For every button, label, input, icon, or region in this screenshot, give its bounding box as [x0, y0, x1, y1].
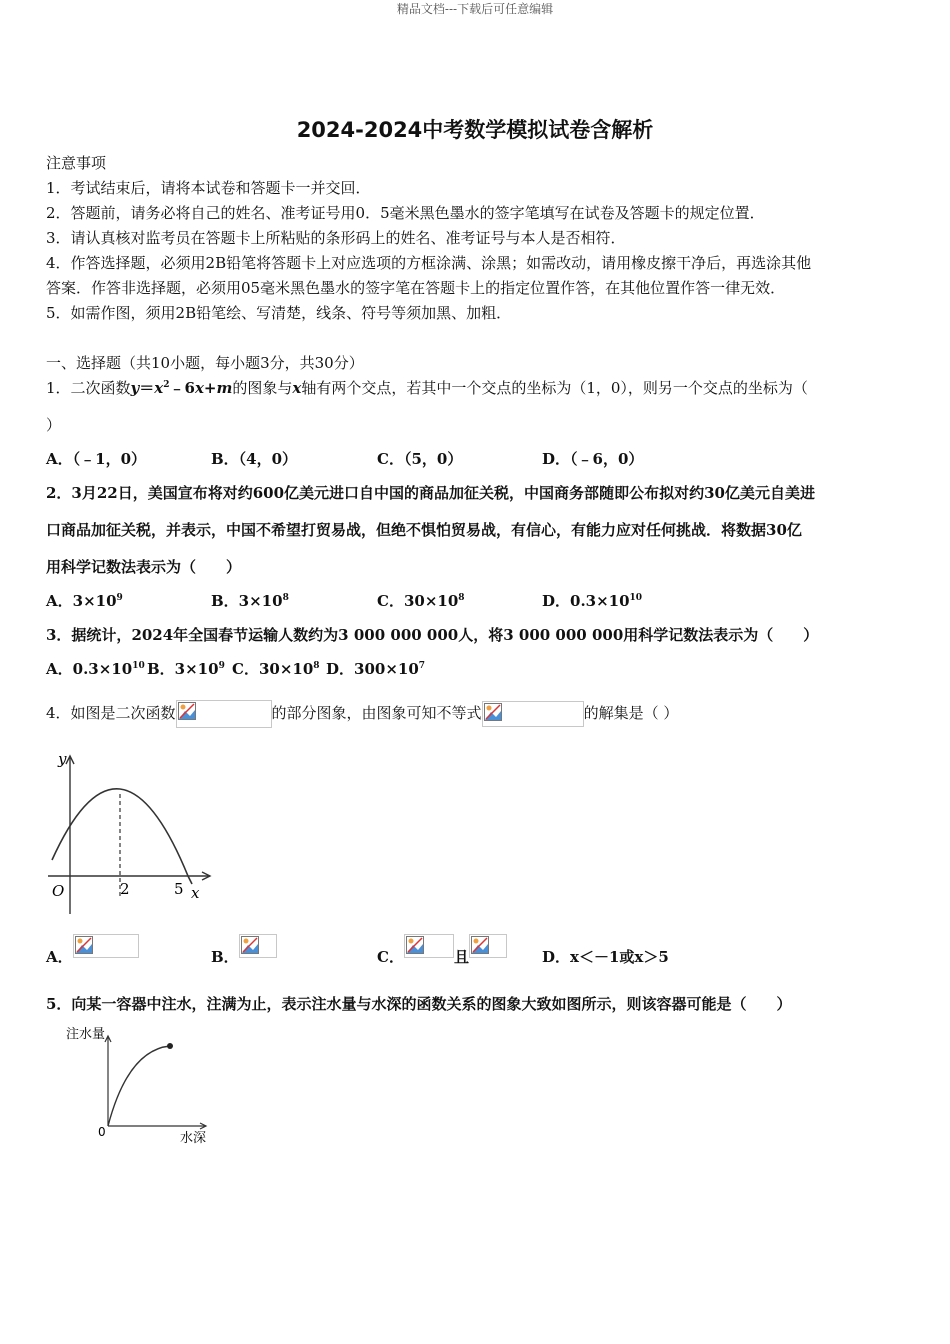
q2-option-d[interactable] [542, 590, 642, 611]
q3-option-c-exp: 8 [313, 661, 320, 671]
page-title: 2024-2024中考数学模拟试卷含解析 [296, 118, 654, 142]
notice-heading: 注意事项 [46, 154, 107, 172]
q3-option-d-exp: 7 [418, 661, 426, 671]
notice-item: 2．答题前，请务必将自己的姓名、准考证号用0．5毫米黑色墨水的签字笔填写在试卷及答题卡的规定位置． [46, 204, 765, 222]
formula-image-placeholder [469, 934, 507, 958]
q3-option-d-label: D．300×10 [326, 660, 419, 678]
q3-option-c-label: C．30×10 [232, 660, 314, 678]
q5-water-graph [60, 1022, 220, 1148]
formula-image-placeholder [73, 934, 139, 958]
q1-formula-plus: + [203, 379, 217, 397]
q3-option-d[interactable] [326, 658, 425, 679]
notice-item: 1．考试结束后，请将本试卷和答题卡一并交回． [46, 179, 371, 197]
q5-text: 5．向某一容器中注水，注满为止，表示注水量与水深的函数关系的图象大致如图所示，则该容器可能是（ ） [46, 995, 792, 1013]
q2-option-d-label: D．0.3×10 [542, 592, 630, 610]
notice-item: 答案．作答非选择题，必须用05毫米黑色墨水的签字笔在答题卡上的指定位置作答，在其他位置作答一律无效． [46, 279, 786, 297]
q4-option-c-label: C． [377, 948, 404, 966]
formula-image-placeholder [404, 934, 454, 958]
q1-option-c[interactable]: C．（5，0） [377, 450, 463, 468]
q3-option-a-exp: 10 [132, 661, 145, 671]
q3-option-b-exp: 9 [218, 661, 225, 671]
q4-option-b[interactable] [211, 946, 277, 970]
q4-mid: 的部分图象，由图象可知不等式 [271, 704, 482, 722]
q1-formula-x2: x [194, 379, 204, 397]
q2-option-a[interactable] [46, 590, 123, 611]
q1-axis-x: x [292, 379, 302, 397]
q1-option-b[interactable]: B．（4，0） [211, 450, 298, 468]
q4-post: 的解集是（ ） [583, 704, 679, 722]
formula-image-placeholder [176, 700, 272, 728]
q4-pre: 4．如图是二次函数 [46, 704, 176, 722]
q3-option-a-label: A．0.3×10 [46, 660, 133, 678]
water-curve [108, 1046, 170, 1126]
q3-option-a[interactable] [46, 658, 145, 679]
q2-option-a-exp: 9 [116, 593, 123, 603]
formula-image-placeholder [239, 934, 277, 958]
origin-label: 0 [98, 1125, 106, 1139]
x-label: x [191, 884, 200, 902]
y-label: 注水量 [66, 1027, 106, 1042]
question-1 [46, 377, 808, 398]
broken-image-icon [406, 936, 424, 954]
page-header: 精品文档---下载后可任意编辑 [396, 2, 554, 16]
q1-continuation: ） [46, 416, 62, 434]
q4-option-c[interactable] [377, 946, 507, 970]
q1-pre: 1．二次函数 [46, 379, 131, 397]
q1-formula-y: y [130, 379, 140, 397]
q2-option-b[interactable] [211, 590, 289, 611]
q4-option-d[interactable]: D．x＜－1或x＞5 [542, 948, 669, 966]
q2-line: 2．3月22日，美国宣布将对约600亿美元进口自中国的商品加征关税，中国商务部随即公布拟对约30亿美元自美进 [46, 484, 815, 502]
q3-text: 3．据统计，2024年全国春节运输人数约为3 000 000 000人，将3 000 000 000用科学记数法表示为（ ） [46, 626, 819, 644]
broken-image-icon [471, 936, 489, 954]
q1-post: 轴有两个交点，若其中一个交点的坐标为（1，0），则另一个交点的坐标为（ [301, 379, 808, 397]
notice-item: 5．如需作图，须用2B铅笔绘、写清楚，线条、符号等须加黑、加粗． [46, 304, 512, 322]
y-label: y [58, 750, 67, 768]
q2-option-b-exp: 8 [282, 593, 289, 603]
notice-item: 4．作答选择题，必须用2B铅笔将答题卡上对应选项的方框涂满、涂黑；如需改动，请用橡皮擦干净后，再选涂其他 [46, 254, 812, 272]
q2-line: 口商品加征关税，并表示，中国不希望打贸易战，但绝不惧怕贸易战，有信心，有能力应对任何挑战．将数据30亿 [46, 521, 802, 539]
q3-option-b-label: B．3×10 [147, 660, 219, 678]
broken-image-icon [178, 702, 196, 720]
q2-line: 用科学记数法表示为（ ） [46, 558, 242, 576]
tick-label-2: 2 [120, 880, 130, 898]
q1-formula-x: x [154, 379, 164, 397]
q2-option-c[interactable] [377, 590, 465, 611]
q2-option-c-exp: 8 [458, 593, 465, 603]
q1-formula-rest: ﹣6 [169, 379, 195, 397]
question-4 [46, 700, 678, 728]
q1-option-d[interactable]: D．（﹣6，0） [542, 450, 644, 468]
q3-option-b[interactable] [147, 658, 225, 679]
q1-formula-exp: 2 [163, 380, 170, 390]
broken-image-icon [75, 936, 93, 954]
q4-option-a-label: A． [46, 948, 73, 966]
q1-option-a[interactable]: A．（﹣1，0） [46, 450, 147, 468]
section-heading: 一、选择题（共10小题，每小题3分，共30分） [46, 354, 364, 372]
q1-formula-eq: ＝ [139, 379, 155, 397]
x-label: 水深 [180, 1131, 207, 1146]
q3-option-c[interactable] [232, 658, 320, 679]
q1-formula-m: m [216, 379, 233, 397]
origin-label: O [52, 882, 65, 900]
q2-option-a-label: A．3×10 [46, 592, 117, 610]
formula-image-placeholder [482, 701, 584, 727]
q2-option-d-exp: 10 [629, 593, 643, 603]
q2-option-b-label: B．3×10 [211, 592, 283, 610]
q1-mid: 的图象与 [232, 379, 293, 397]
broken-image-icon [484, 703, 502, 721]
q4-parabola-graph [40, 748, 215, 920]
end-point [167, 1043, 173, 1049]
q4-option-a[interactable] [46, 946, 139, 970]
q4-option-b-label: B． [211, 948, 239, 966]
q4-option-c-and: 且 [453, 948, 469, 966]
tick-label-5: 5 [174, 880, 184, 898]
parabola-curve [52, 789, 192, 884]
notice-item: 3．请认真核对监考员在答题卡上所粘贴的条形码上的姓名、准考证号与本人是否相符． [46, 229, 626, 247]
q2-option-c-label: C．30×10 [377, 592, 459, 610]
broken-image-icon [241, 936, 259, 954]
